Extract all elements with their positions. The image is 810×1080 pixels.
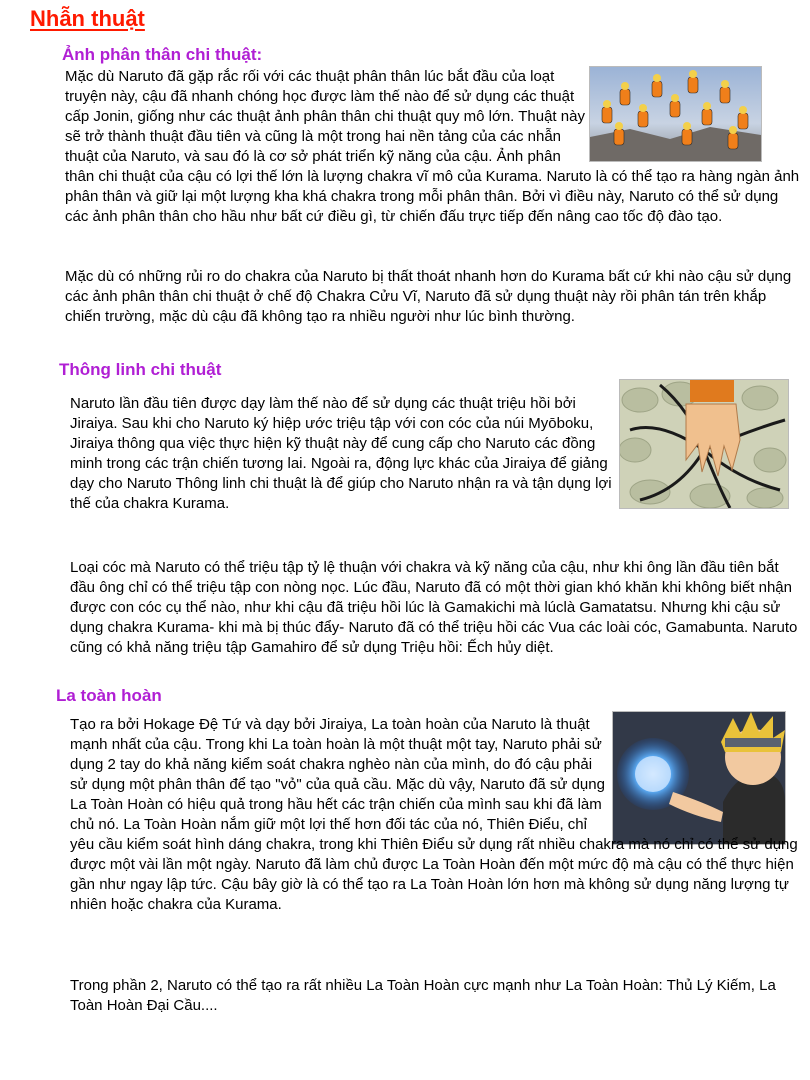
summoning-paragraph-2: Loại cóc mà Naruto có thể triệu tập tỷ lệ thuận với chakra và kỹ năng của cậu, như khi ông lần đầu tiên bắt đầu ông chỉ có thể triệu tập con nòng nọc. Lúc đầu, Naruto đã có một thời gian khó khăn khi không biết nhận được con cóc cụ thể nào, như khi cậu đã triệu hồi lúc là Gamakichi mà lúclà Gamatatsu. Nhưng khi cậu sử dụng chakra Kurama- khi mà bị thúc đẩy- Naruto đã có thể triệu hồi các Vua các loài cóc, Gamabunta. Naruto cũng có khả năng triệu tập Gamahiro để sử dụng Triệu hồi: Ếch hủy diệt.	[70, 559, 798, 656]
page-title: Nhẫn thuật	[30, 6, 145, 31]
shadow-clone-paragraph-1: Mặc dù Naruto đã gặp rắc rối với các thuật phân thân lúc bắt đầu của loạt truyện này, cậu đã nhanh chóng học được làm thế nào để sử dụng các thuật cấp Jonin, giống như các thuật ảnh phân thân chi thuật quy mô lớn. Thuật này sẽ trở thành thuật đầu tiên và cũng là một trong hai nền tảng của các nhẫn thuật của Naruto, và sau đó là cơ sở phát triển kỹ năng của cậu. Ảnh phân thân chi thuật của cậu có lợi thế lớn là lượng chakra vĩ mô của Kurama. Naruto là có thể tạo ra hàng ngàn ảnh phân thân và giữ lại một lượng kha khá chakra trong mỗi phân thân. Bởi vì điều này, Naruto có thể sử dụng các ảnh phân thân cho hầu như bất cứ điều gì, từ chiến đấu trực tiếp đến nâng cao tốc độ đào tạo.	[65, 68, 800, 225]
rasengan-paragraph-1-part	[70, 715, 805, 915]
section-heading-summoning: Thông linh chi thuật	[59, 360, 222, 379]
wrap-spacer	[587, 67, 805, 167]
section-heading-shadow-clone: Ảnh phân thân chi thuật:	[62, 45, 263, 64]
wrap-spacer	[610, 715, 805, 835]
summoning-paragraph-1: Naruto lần đầu tiên được dạy làm thế nào để sử dụng các thuật triệu hồi bởi Jiraiya. Sau khi cho Naruto ký hiệp ước triệu tập với con cóc của núi Myōboku, Jiraiya thông qua việc thực hiện kỹ thuật này để cung cấp cho Naruto các đồng minh trong các trận chiến tương lai. Ngoài ra, động lực khác của Jiraiya để giảng dạy cho Naruto Thông linh chi thuật là để giúp cho Naruto nhận ra và tận dụng lợi thế của chakra Kurama.	[70, 395, 612, 512]
shadow-clone-paragraph-2: Mặc dù có những rủi ro do chakra của Naruto bị thất thoát nhanh hơn do Kurama bất cứ khi nào cậu sử dụng các ảnh phân thân chi thuật ở chế độ Chakra Cửu Vĩ, Naruto đã sử dụng thuật này rồi phân tán trên khắp chiến trường, mặc dù cậu đã không tạo ra nhiều người như lúc bình thường.	[65, 268, 792, 325]
rasengan-paragraph-1: Tạo ra bởi Hokage Đệ Tứ và dạy bởi Jiraiya, La toàn hoàn của Naruto là thuật mạnh nhất của cậu. Trong khi La toàn hoàn là một thuật một tay, Naruto phải sử dụng 2 tay do khả năng kiểm soát chakra nghèo nàn của mình, do đó cậu phải sử dụng một phân thân để tạo "vỏ" của quả cầu. Mặc dù vậy, Naruto đã sử dụng La Toàn Hoàn có hiệu quả trong hầu hết các trận chiến của mình sau khi đã làm chủ nó. La Toàn Hoàn nắm giữ một lợi thế hơn đối tác của nó, Thiên Điểu, chỉ yêu cầu kiểm soát hình dáng chakra, trong khi Thiên Điểu sử dụng rất nhiều chakra mà nó chỉ có thể sử dụng được một vài lần một ngày. Naruto đã làm chủ được La Toàn Hoàn đến một mức độ mà cậu có thể thực hiện gần như ngay lập tức. Cậu bây giờ là có thể tạo ra La Toàn Hoàn lớn hơn mà không sử dụng năng lượng tự nhiên hoặc chakra của Kurama.	[70, 716, 798, 913]
section-heading-rasengan: La toàn hoàn	[56, 686, 162, 705]
rasengan-paragraph-2: Trong phần 2, Naruto có thể tạo ra rất nhiều La Toàn Hoàn cực mạnh như La Toàn Hoàn: Thủ Lý Kiếm, La Toàn Hoàn Đại Cầu....	[70, 977, 776, 1014]
shadow-clone-paragraph-1-part	[65, 67, 805, 227]
summoning-image	[619, 379, 789, 509]
